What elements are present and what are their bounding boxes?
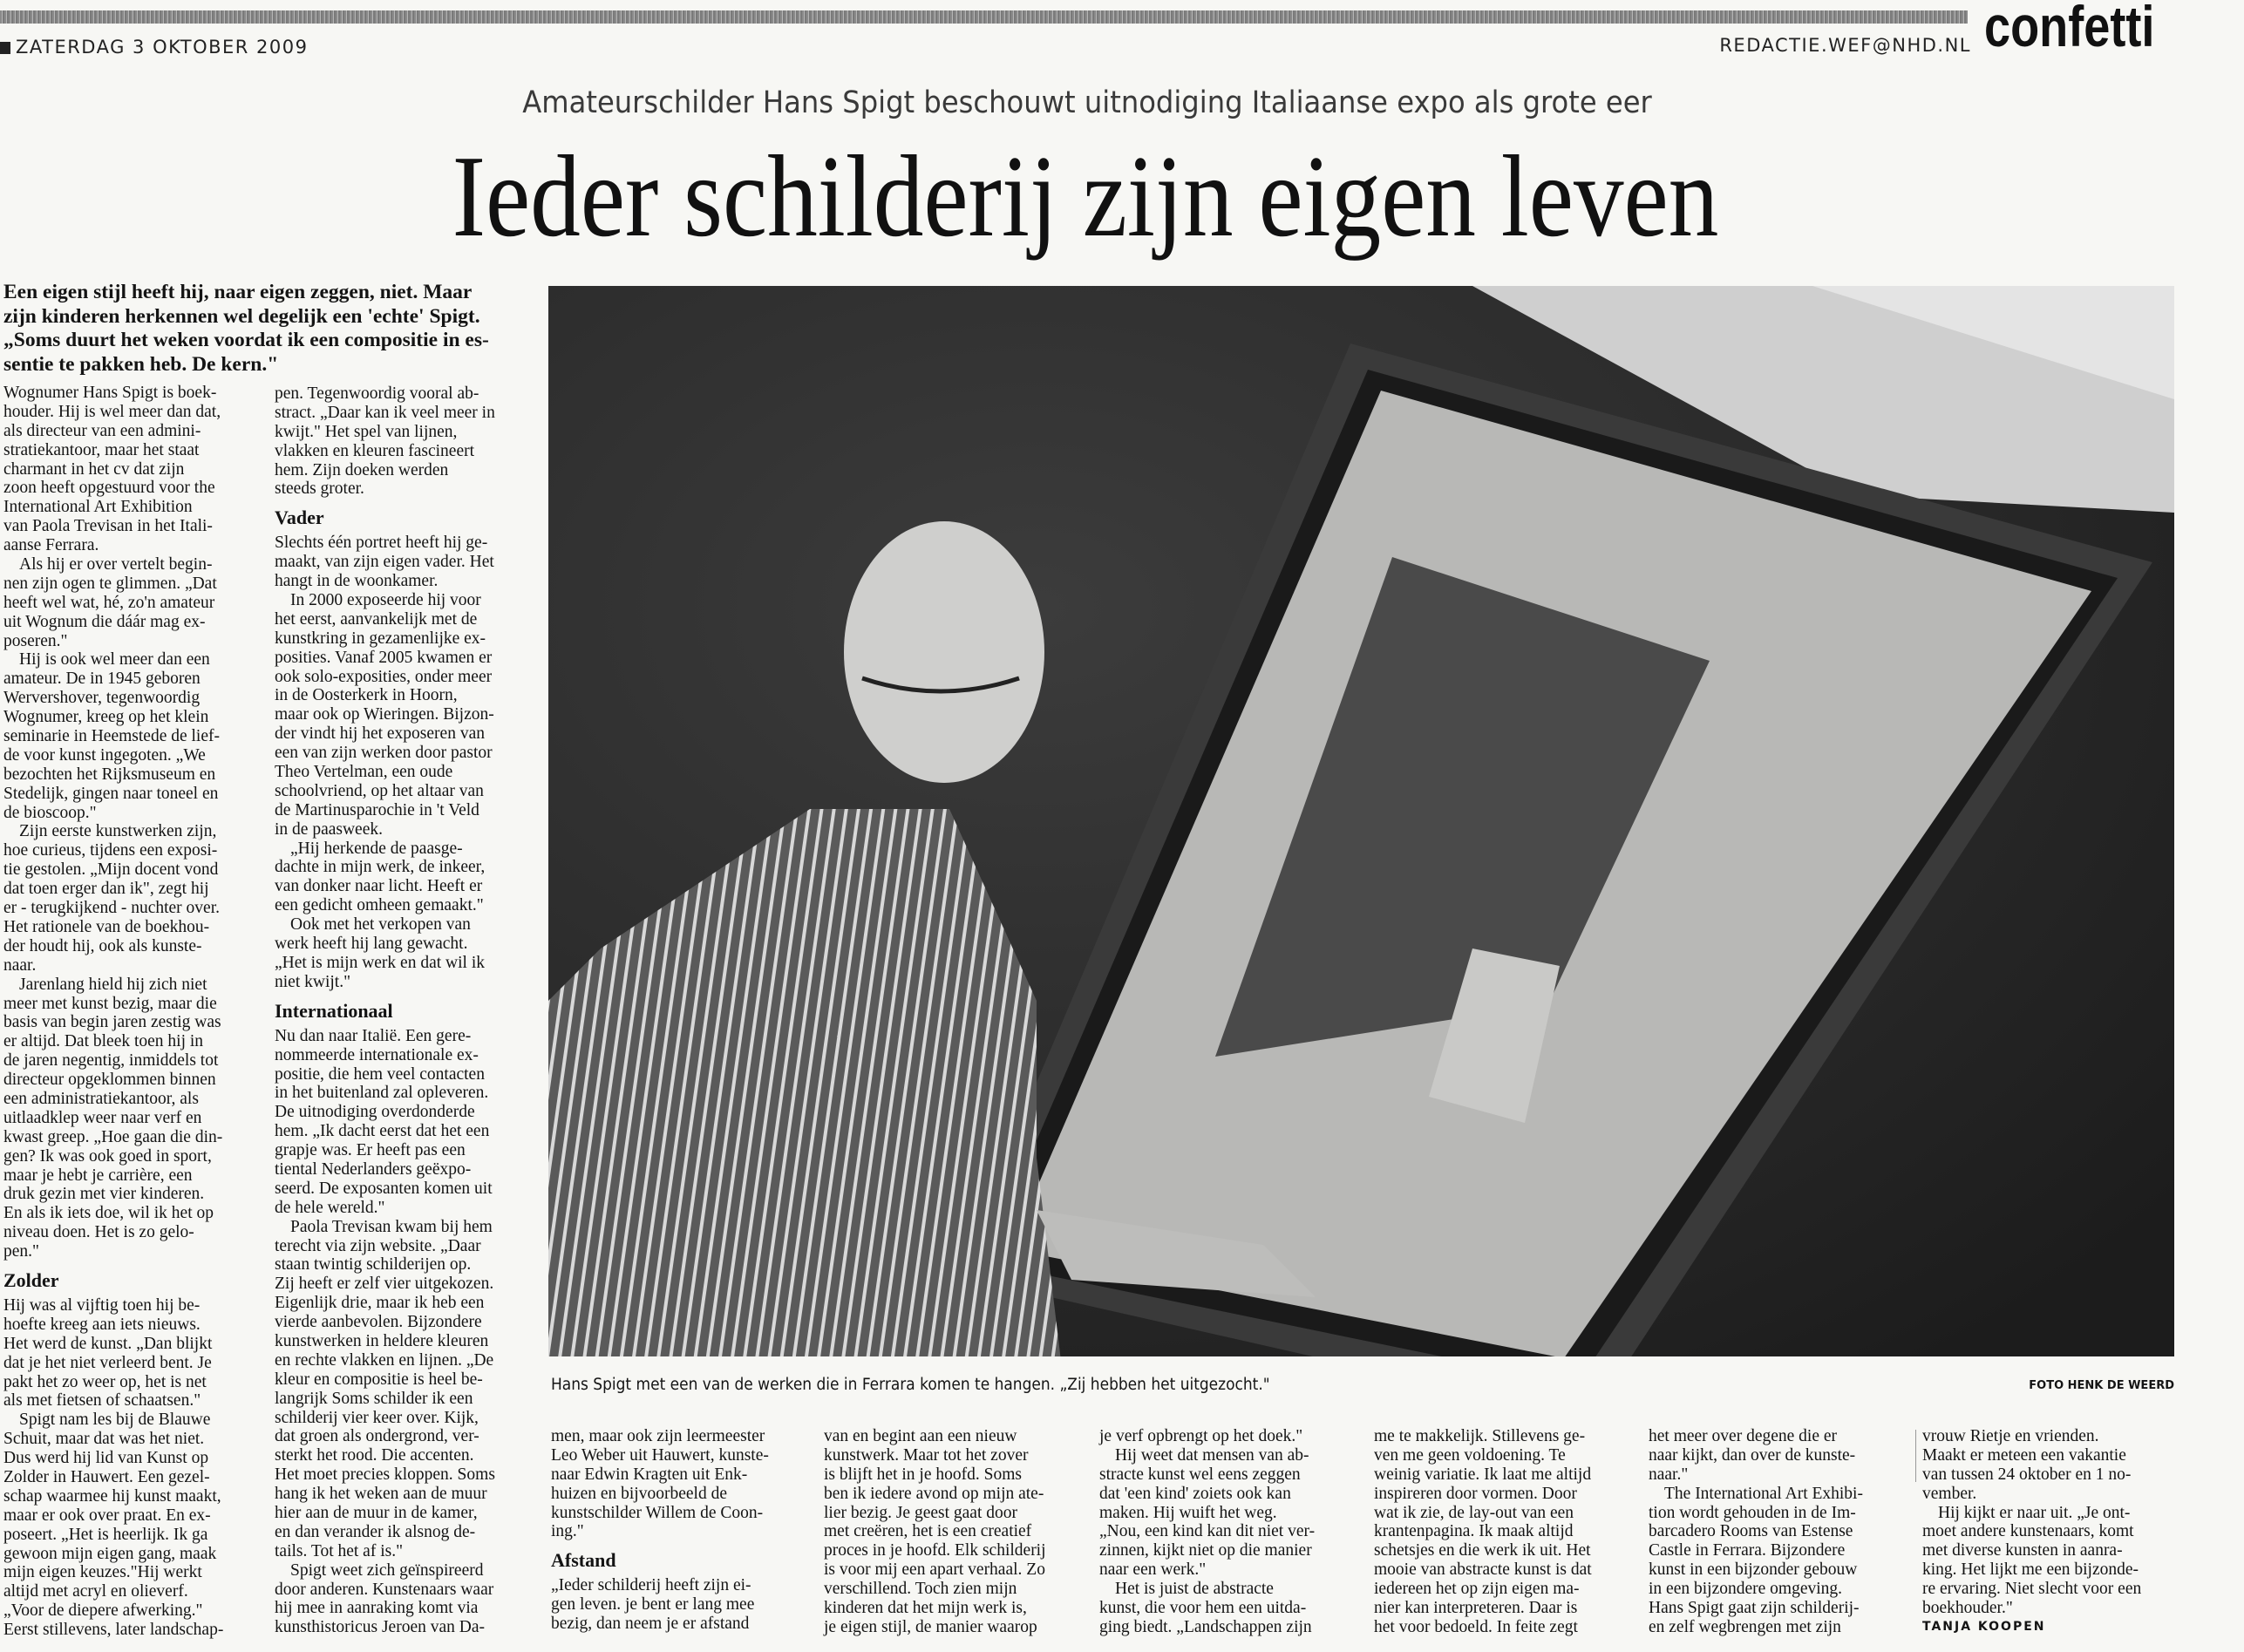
- text-line: in de paasweek.: [275, 819, 383, 839]
- text-line: Spigt nam les bij de Blauwe: [19, 1411, 211, 1430]
- text-line: Het rationele van de boekhou-: [3, 917, 210, 936]
- text-line: in de Oosterkerk in Hoorn,: [275, 686, 458, 705]
- text-line: Hij is ook wel meer dan een: [19, 650, 210, 670]
- text-line: pakt het zo weer op, het is net: [3, 1372, 207, 1391]
- text-line: king. Het lijkt me een bijzonde-: [1922, 1560, 2139, 1580]
- text-line: zinnen, kijkt niet op die manier: [1099, 1541, 1312, 1560]
- text-line: gewoon mijn eigen gang, maak: [3, 1544, 217, 1563]
- text-line: dachte in mijn werk, de inkeer,: [275, 858, 486, 877]
- text-line: heeft wel wat, hé, zo'n amateur: [3, 593, 215, 612]
- article-lede: [3, 281, 489, 377]
- text-line: steeds groter.: [275, 479, 364, 499]
- text-line: kunsthistoricus Jeroen van Da-: [275, 1618, 485, 1637]
- text-line: basis van begin jaren zestig was: [3, 1013, 221, 1032]
- text-line: Het is juist de abstracte: [1115, 1580, 1274, 1599]
- text-line: Spigt weet zich geïnspireerd: [290, 1560, 484, 1580]
- text-line: druk gezin met vier kinderen.: [3, 1185, 205, 1204]
- text-line: Zijn eerste kunstwerken zijn,: [19, 822, 217, 841]
- text-line: de jaren negentig, inmiddels tot: [3, 1051, 219, 1071]
- text-line: ing.": [551, 1522, 584, 1541]
- text-line: Schuit, maar dat was het niet.: [3, 1430, 205, 1449]
- text-line: nier kan interpreteren. Daar is: [1374, 1599, 1578, 1618]
- text-line: kunst in een bijzonder gebouw: [1649, 1560, 1858, 1580]
- text-line: Eigenlijk drie, maar ik heb een: [275, 1294, 485, 1313]
- text-line: tails. Tot het af is.": [275, 1541, 404, 1560]
- article-column: [551, 1427, 817, 1634]
- article-column: [1374, 1427, 1640, 1637]
- lede-line: zijn kinderen herkennen wel degelijk een 'echte' Spigt.: [3, 304, 480, 328]
- text-line: vlakken en kleuren fascineert: [275, 441, 475, 460]
- article-column: [3, 384, 269, 1640]
- subheading: Zolder: [3, 1268, 59, 1291]
- text-line: maar je hebt je carrière, een: [3, 1166, 193, 1185]
- author-byline: TANJA KOOPEN: [1922, 1619, 2046, 1634]
- section-name: confetti: [1984, 0, 2155, 58]
- text-line: kunstschilder Willem de Coon-: [551, 1503, 764, 1522]
- text-line: en zelf wegbrengen met zijn: [1649, 1617, 1841, 1636]
- text-line: pen. Tegenwoordig vooral ab-: [275, 384, 479, 403]
- text-line: je verf opbrengt op het doek.": [1099, 1427, 1303, 1445]
- text-line: de Martinusparochie in 't Veld: [275, 800, 479, 819]
- photo-caption: Hans Spigt met een van de werken die in Ferrara komen te hangen. „Zij hebben het uitgezocht.": [551, 1376, 1270, 1394]
- text-line: Dus werd hij lid van Kunst op: [3, 1449, 209, 1468]
- lede-line: sentie te pakken heb. De kern.": [3, 352, 279, 376]
- text-line: dat toen erger dan ik", zegt hij: [3, 880, 209, 899]
- text-line: naar kijkt, dan over de kunste-: [1649, 1445, 1856, 1465]
- lede-line: „Soms duurt het weken voordat ik een compositie in es-: [3, 329, 489, 351]
- kicker-headline: Amateurschilder Hans Spigt beschouwt uitnodiging Italiaanse expo als grote eer: [522, 85, 1652, 120]
- text-line: maar er ook over praat. En ex-: [3, 1506, 211, 1525]
- text-line: tion wordt gehouden in de Im-: [1649, 1503, 1856, 1522]
- text-line: aanse Ferrara.: [3, 536, 99, 555]
- text-line: kleur en compositie is heel be-: [275, 1370, 483, 1389]
- lede-line: Een eigen stijl heeft hij, naar eigen zeggen, niet. Maar: [3, 281, 473, 303]
- text-line: tiental Nederlanders geëxpo-: [275, 1159, 472, 1179]
- text-line: „Het is mijn werk en dat wil ik: [275, 953, 485, 972]
- text-line: weinig variatie. Ik laat me altijd: [1374, 1465, 1592, 1484]
- text-line: uitlaadklep weer naar verf en: [3, 1108, 202, 1127]
- text-line: moet andere kunstenaars, komt: [1922, 1522, 2134, 1541]
- text-line: Jarenlang hield hij zich niet: [19, 975, 207, 994]
- text-line: Hij was al vijftig toen hij be-: [3, 1295, 201, 1315]
- text-line: stract. „Daar kan ik veel meer in: [275, 403, 495, 422]
- text-line: me te makkelijk. Stillevens ge-: [1374, 1427, 1586, 1445]
- text-line: hang ik het weken aan de muur: [275, 1485, 487, 1504]
- article-column: [824, 1427, 1090, 1637]
- text-line: en rechte vlakken en lijnen. „De: [275, 1350, 494, 1370]
- text-line: wat ik zie, de lay-out van een: [1374, 1503, 1574, 1522]
- text-line: terecht via zijn website. „Daar: [275, 1236, 481, 1255]
- text-line: Wervershover, tegenwoordig: [3, 689, 201, 708]
- text-line: uit Wognum die dáár mag ex-: [3, 612, 206, 631]
- text-line: inspireren door vormen. Door: [1374, 1484, 1577, 1503]
- text-line: Het werd de kunst. „Dan blijkt: [3, 1334, 213, 1353]
- text-line: Theo Vertelman, een oude: [275, 763, 453, 782]
- text-line: kunst, die voor hem een uitda-: [1099, 1599, 1307, 1618]
- text-line: van en begint aan een nieuw: [824, 1427, 1017, 1445]
- text-line: met creëren, het is een creatief: [824, 1522, 1032, 1541]
- text-line: de bioscoop.": [3, 803, 97, 822]
- text-line: niet kwijt.": [275, 972, 351, 991]
- text-line: het eerst, aanvankelijk met de: [275, 609, 478, 629]
- text-line: Eerst stillevens, later landschap-: [3, 1621, 224, 1640]
- text-line: schilderij vier keer over. Kijk,: [275, 1408, 479, 1427]
- article-title: Ieder schilderij zijn eigen leven: [452, 132, 1719, 261]
- text-line: schetsjes en die werk ik uit. Het: [1374, 1541, 1591, 1560]
- text-line: staan twintig schilderijen op.: [275, 1255, 472, 1275]
- text-line: Castle in Ferrara. Bijzondere: [1649, 1541, 1846, 1560]
- article-column: [1099, 1427, 1365, 1637]
- text-line: bezochten het Rijksmuseum en: [3, 765, 216, 784]
- text-line: „Hij herkende de paasge-: [290, 839, 463, 858]
- text-line: lier bezig. Je geest gaat door: [824, 1503, 1017, 1522]
- text-line: directeur opgeklommen binnen: [3, 1071, 216, 1090]
- article-column: [1649, 1427, 1914, 1637]
- square-bullet-icon: [0, 42, 10, 54]
- text-line: hangt in de woonkamer.: [275, 572, 439, 591]
- text-line: niveau doen. Het is zo gelo-: [3, 1223, 194, 1242]
- text-line: pen.": [3, 1242, 39, 1261]
- text-line: sterkt het rood. Die accenten.: [275, 1446, 474, 1465]
- text-line: iedereen het op zijn eigen ma-: [1374, 1580, 1580, 1599]
- text-line: schoolvriend, op het altaar van: [275, 781, 484, 800]
- text-line: mooie van abstracte kunst is dat: [1374, 1560, 1592, 1580]
- text-line: kunstwerk. Maar tot het zover: [824, 1445, 1029, 1465]
- text-line: een administratiekantoor, als: [3, 1089, 199, 1108]
- text-line: als directeur van een admini-: [3, 421, 201, 440]
- text-line: gen leven. je bent er lang mee: [551, 1595, 755, 1615]
- text-line: hij mee in aanraking komt via: [275, 1599, 479, 1618]
- text-line: en dan verander ik alsnog de-: [275, 1522, 476, 1541]
- text-line: Stedelijk, gingen naar toneel en: [3, 784, 219, 803]
- text-line: nen zijn ogen te glimmen. „Dat: [3, 574, 217, 593]
- text-line: mijn eigen keuzes."Hij werkt: [3, 1563, 202, 1582]
- text-line: van Paola Trevisan in het Itali-: [3, 517, 213, 536]
- text-line: stratiekantoor, maar het staat: [3, 440, 200, 459]
- article-column: [275, 384, 541, 1637]
- text-line: Hij kijkt er naar uit. „Je ont-: [1938, 1503, 2131, 1522]
- article-column: [1922, 1427, 2188, 1637]
- text-line: men, maar ook zijn leermeester: [551, 1427, 765, 1445]
- text-line: de hele wereld.": [275, 1198, 385, 1217]
- text-line: is blijft het in je hoofd. Soms: [824, 1465, 1022, 1484]
- text-line: verschillend. Toch zien mijn: [824, 1580, 1017, 1599]
- text-line: De uitnodiging overdonderde: [275, 1103, 475, 1122]
- text-line: Zolder in Hauwert. Een gezel-: [3, 1467, 210, 1486]
- text-line: hoe curieus, tijdens een exposi-: [3, 841, 218, 860]
- text-line: ging biedt. „Landschappen zijn: [1099, 1617, 1312, 1636]
- text-line: naar Edwin Kragten uit Enk-: [551, 1465, 748, 1484]
- text-line: schap waarmee hij kunst maakt,: [3, 1486, 221, 1506]
- text-line: The International Art Exhibi-: [1664, 1484, 1863, 1503]
- text-line: dat 'een kind' zoiets ook kan: [1099, 1484, 1291, 1503]
- text-line: Hij weet dat mensen van ab-: [1115, 1445, 1309, 1465]
- text-line: tie gestolen. „Mijn docent vond: [3, 860, 219, 880]
- text-line: bezig, dan neem je er afstand: [551, 1615, 750, 1634]
- text-line: poseert. „Het is heerlijk. Ik ga: [3, 1525, 208, 1544]
- text-line: vierde aanbevolen. Bijzondere: [275, 1313, 482, 1332]
- text-line: met diverse kunsten in aanra-: [1922, 1541, 2123, 1560]
- photo-credit: FOTO HENK DE WEERD: [2029, 1379, 2174, 1392]
- text-line: naar.: [3, 955, 37, 975]
- editorial-email: REDACTIE.WEF@NHD.NL: [1719, 35, 1971, 56]
- text-line: poseren.": [3, 631, 68, 650]
- text-line: seerd. De exposanten komen uit: [275, 1179, 493, 1198]
- text-line: ben ik iedere avond op mijn ate-: [824, 1484, 1044, 1503]
- text-line: kwast greep. „Hoe gaan die din-: [3, 1127, 223, 1146]
- text-line: door anderen. Kunstenaars waar: [275, 1580, 494, 1599]
- text-line: re ervaring. Niet slecht voor een: [1922, 1580, 2142, 1599]
- text-line: der houdt hij, ook als kunste-: [3, 936, 202, 955]
- text-line: vember.: [1922, 1484, 1977, 1503]
- man-head: [844, 521, 1044, 783]
- photo-painter-with-canvas: [548, 286, 2174, 1356]
- text-line: kunstkring in gezamenlijke ex-: [275, 629, 486, 648]
- text-line: Ook met het verkopen van: [290, 915, 471, 935]
- text-line: meer met kunst bezig, maar die: [3, 994, 217, 1013]
- text-line: En als ik iets doe, wil ik het op: [3, 1204, 214, 1223]
- text-line: er altijd. Dat bleek toen hij in: [3, 1032, 204, 1051]
- subheading: Internationaal: [275, 999, 393, 1022]
- text-line: dat je het niet verleerd bent. Je: [3, 1353, 212, 1372]
- text-line: hoefte kreeg aan iets nieuws.: [3, 1315, 201, 1334]
- text-line: je eigen stijl, de manier waarop: [824, 1617, 1037, 1636]
- text-line: een gedicht omheen gemaakt.": [275, 896, 484, 915]
- text-line: is voor mij een apart verhaal. Zo: [824, 1560, 1045, 1580]
- subheading: Afstand: [551, 1549, 616, 1572]
- text-line: dat groen als ondergrond, ver-: [275, 1427, 479, 1446]
- text-line: het meer over degene die er: [1649, 1427, 1838, 1445]
- text-line: krantenpagina. Ik maak altijd: [1374, 1522, 1574, 1541]
- text-line: vrouw Rietje en vrienden.: [1922, 1427, 2099, 1445]
- text-line: naar een werk.": [1099, 1560, 1207, 1580]
- text-line: van donker naar licht. Heeft er: [275, 877, 483, 896]
- publication-date: [0, 37, 309, 58]
- text-line: amateur. De in 1945 geboren: [3, 670, 201, 689]
- text-line: nommeerde internationale ex-: [275, 1045, 479, 1064]
- text-line: Leo Weber uit Hauwert, kunste-: [551, 1445, 769, 1465]
- text-line: naar.": [1649, 1465, 1689, 1484]
- text-line: Maakt er meteen een vakantie: [1922, 1445, 2126, 1465]
- text-line: langrijk Soms schilder ik een: [275, 1389, 473, 1408]
- text-line: Paola Trevisan kwam bij hem: [290, 1217, 493, 1236]
- text-line: kinderen dat het mijn werk is,: [824, 1599, 1027, 1618]
- text-line: werk heeft hij lang gewacht.: [275, 935, 468, 954]
- text-line: hem. Zijn doeken werden: [275, 460, 449, 479]
- text-line: een van zijn werken door pastor: [275, 744, 493, 763]
- text-line: „Ieder schilderij heeft zijn ei-: [551, 1576, 751, 1595]
- text-line: Zij heeft er zelf vier uitgekozen.: [275, 1275, 494, 1294]
- text-line: grapje was. Er heeft pas een: [275, 1141, 466, 1160]
- text-line: Als hij er over vertelt begin-: [19, 555, 213, 574]
- text-line: ook solo-exposities, onder meer: [275, 667, 493, 686]
- header-bar: [0, 10, 1968, 24]
- text-line: kunstwerken in heldere kleuren: [275, 1331, 489, 1350]
- article-photo: [548, 286, 2174, 1356]
- text-line: Nu dan naar Italië. Een gere-: [275, 1026, 472, 1045]
- text-line: „Nou, een kind kan dit niet ver-: [1099, 1522, 1316, 1541]
- text-line: Het moet precies kloppen. Soms: [275, 1465, 495, 1485]
- text-line: er - terugkijkend - nuchter over.: [3, 899, 220, 918]
- column-rule: [1915, 1430, 1916, 1482]
- text-line: „Voor de diepere afwerking.": [3, 1601, 203, 1621]
- text-line: van tussen 24 oktober en 1 no-: [1922, 1465, 2132, 1484]
- text-line: In 2000 exposeerde hij voor: [290, 591, 481, 610]
- text-line: het voor bedoeld. In feite zegt: [1374, 1617, 1578, 1636]
- text-line: International Art Exhibition: [3, 498, 193, 517]
- text-line: proces in je hoofd. Elk schilderij: [824, 1541, 1046, 1560]
- text-line: barcadero Rooms van Estense: [1649, 1522, 1853, 1541]
- text-line: Wognumer Hans Spigt is boek-: [3, 384, 217, 402]
- text-line: maar ook op Wieringen. Bijzon-: [275, 705, 494, 724]
- text-line: in het buitenland zal opleveren.: [275, 1084, 489, 1103]
- text-line: Slechts één portret heeft hij ge-: [275, 534, 488, 553]
- text-line: posities. Vanaf 2005 kwamen er: [275, 648, 493, 667]
- text-line: charmant in het cv dat zijn: [3, 459, 185, 479]
- text-line: seminarie in Heemstede de lief-: [3, 727, 220, 746]
- text-line: in een bijzondere omgeving.: [1649, 1580, 1843, 1599]
- text-line: zoon heeft opgestuurd voor the: [3, 479, 215, 498]
- text-line: de voor kunst ingegoten. „We: [3, 745, 206, 765]
- text-line: als met fietsen of schaatsen.": [3, 1391, 201, 1411]
- text-line: boekhouder.": [1922, 1599, 2013, 1618]
- text-line: gen? Ik was ook goed in sport,: [3, 1146, 212, 1166]
- text-line: Hans Spigt gaat zijn schilderij-: [1649, 1599, 1860, 1618]
- text-line: maakt, van zijn eigen vader. Het: [275, 553, 494, 572]
- subheading: Vader: [275, 506, 324, 529]
- text-line: hem. „Ik dacht eerst dat het een: [275, 1122, 490, 1141]
- text-line: huizen en bijvoorbeeld de: [551, 1484, 727, 1503]
- text-line: kwijt." Het spel van lijnen,: [275, 422, 458, 441]
- text-line: houder. Hij is wel meer dan dat,: [3, 402, 221, 421]
- text-line: der vindt hij het exposeren van: [275, 724, 485, 744]
- text-line: stracte kunst wel eens zeggen: [1099, 1465, 1301, 1484]
- text-line: altijd met acryl en olieverf.: [3, 1582, 188, 1601]
- text-line: maken. Hij wuift het weg.: [1099, 1503, 1277, 1522]
- text-line: hier aan de muur in de kamer,: [275, 1503, 478, 1522]
- text-line: ven me geen voldoening. Te: [1374, 1445, 1566, 1465]
- date-text: ZATERDAG 3 OKTOBER 2009: [16, 37, 309, 58]
- text-line: Wognumer, kreeg op het klein: [3, 708, 209, 727]
- text-line: positie, die hem veel contacten: [275, 1064, 485, 1084]
